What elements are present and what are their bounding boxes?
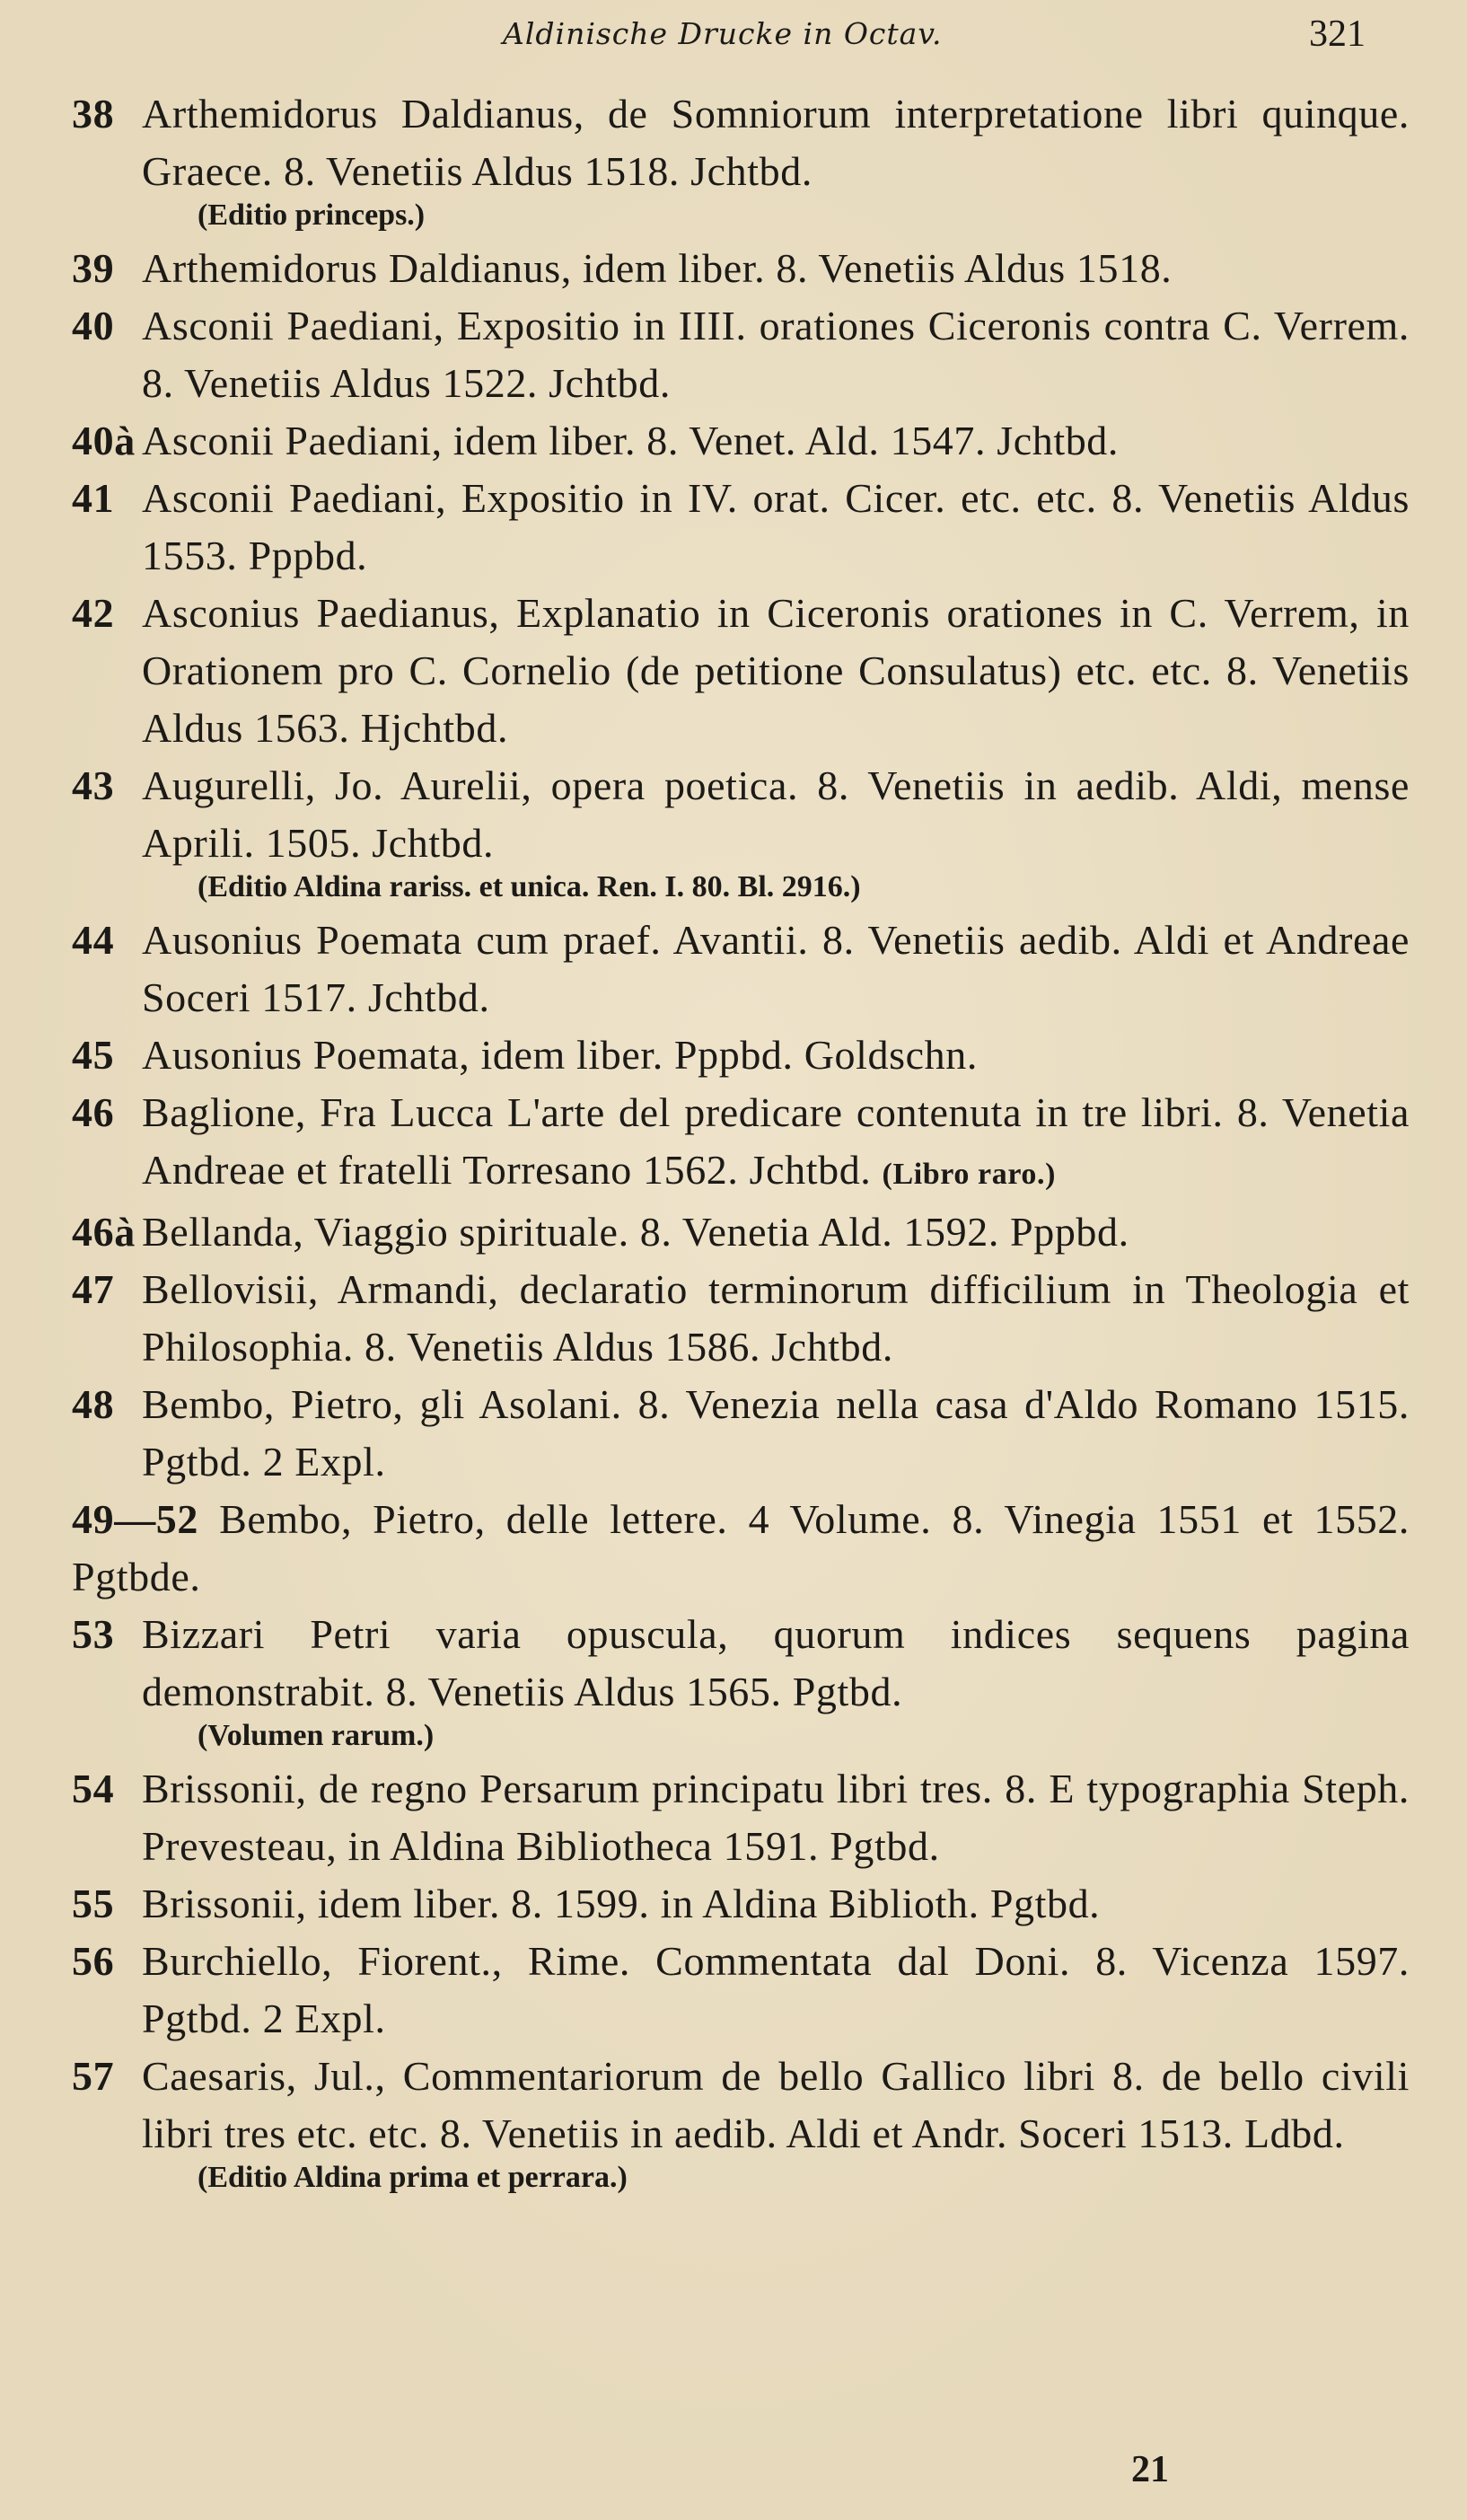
catalog-entry: [72, 240, 1410, 297]
entry-text: Brissonii, idem liber. 8. 1599. in Aldina Biblioth. Pgtbd.: [142, 1881, 1101, 1926]
entry-text: Asconii Paediani, idem liber. 8. Venet. Ald. 1547. Jchtbd.: [142, 418, 1119, 463]
catalog-entries: [72, 85, 1410, 2202]
entry-number: 45: [72, 1032, 115, 1078]
entry-text: Arthemidorus Daldianus, de Somniorum interpretatione libri quinque. Graece. 8. Venetiis Aldus 1518. Jchtbd.: [142, 91, 1410, 194]
catalog-entry: [72, 1027, 1410, 1084]
entry-number: 40à: [72, 418, 136, 463]
catalog-entry: [72, 757, 1410, 872]
entry-text: Brissonii, de regno Persarum principatu libri tres. 8. E typographia Steph. Prevesteau, in Aldina Bibliotheca 1591. Pgtbd.: [142, 1766, 1410, 1869]
entry-note: (Editio Aldina rariss. et unica. Ren. I. 80. Bl. 2916.): [198, 870, 861, 903]
entry-inline-note: (Libro raro.): [882, 1158, 1057, 1191]
entry-text: Ausonius Poemata, idem liber. Pppbd. Goldschn.: [142, 1032, 978, 1078]
entry-number: 47: [72, 1266, 115, 1312]
entry-text: Augurelli, Jo. Aurelii, opera poetica. 8. Venetiis in aedib. Aldi, mense Aprili. 1505. Jchtbd.: [142, 762, 1410, 866]
entry-text: Bembo, Pietro, delle lettere. 4 Volume. 8. Vinegia 1551 et 1552. Pgtbde.: [72, 1496, 1410, 1599]
entry-text: Baglione, Fra Lucca L'arte del predicare contenuta in tre libri. 8. Venetia Andreae et fratelli Torresano 1562. Jchtbd.: [142, 1089, 1410, 1193]
catalog-entry: [72, 585, 1410, 757]
entry-number: 44: [72, 917, 115, 963]
catalog-entry: [72, 1203, 1410, 1261]
entry-note: (Editio princeps.): [198, 198, 426, 232]
running-title: Aldinische Drucke in Octav.: [503, 16, 943, 51]
entry-number: 55: [72, 1881, 115, 1926]
catalog-entry: [72, 1376, 1410, 1491]
entry-number: 46à: [72, 1209, 136, 1255]
entry-note: (Editio Aldina prima et perrara.): [198, 2161, 628, 2194]
catalog-entry: [72, 1261, 1410, 1376]
catalog-entry: [72, 85, 1410, 200]
entry-number: 43: [72, 762, 115, 808]
entry-number: 53: [72, 1611, 115, 1657]
page-number: 321: [1309, 13, 1366, 55]
catalog-entry: [72, 1084, 1410, 1203]
catalog-entry: [72, 1491, 1410, 1606]
entry-number: 46: [72, 1089, 115, 1135]
entry-note: (Volumen rarum.): [198, 1719, 435, 1752]
entry-text: Arthemidorus Daldianus, idem liber. 8. Venetiis Aldus 1518.: [142, 245, 1173, 291]
entry-text: Asconii Paediani, Expositio in IIII. orationes Ciceronis contra C. Verrem. 8. Venetiis Aldus 1522. Jchtbd.: [142, 303, 1410, 406]
entry-text: Bellovisii, Armandi, declaratio terminorum difficilium in Theologia et Philosophia. 8. Venetiis Aldus 1586. Jchtbd.: [142, 1266, 1410, 1370]
catalog-entry: [72, 2048, 1410, 2163]
entry-text: Burchiello, Fiorent., Rime. Commentata dal Doni. 8. Vicenza 1597. Pgtbd. 2 Expl.: [142, 1938, 1410, 2041]
entry-text: Bellanda, Viaggio spirituale. 8. Venetia Ald. 1592. Pppbd.: [142, 1209, 1129, 1255]
entry-number: 42: [72, 590, 115, 636]
entry-text: Asconii Paediani, Expositio in IV. orat. Cicer. etc. etc. 8. Venetiis Aldus 1553. Pppbd.: [142, 475, 1410, 578]
entry-text: Asconius Paedianus, Explanatio in Ciceronis orationes in C. Verrem, in Orationem pro C. Cornelio (de petitione Consulatus) etc. etc. 8. Venetiis Aldus 1563. Hjchtbd.: [142, 590, 1410, 751]
catalog-entry: [72, 1606, 1410, 1721]
catalog-entry: [72, 297, 1410, 412]
entry-text: Caesaris, Jul., Commentariorum de bello Gallico libri 8. de bello civili libri tres etc. etc. 8. Venetiis in aedib. Aldi et Andr. Soceri 1513. Ldbd.: [142, 2053, 1410, 2156]
running-head: [0, 9, 1467, 63]
entry-number: 39: [72, 245, 115, 291]
entry-number: 41: [72, 475, 115, 521]
catalog-entry: [72, 1875, 1410, 1933]
catalog-entry: [72, 412, 1410, 470]
entry-number: 49—52: [72, 1496, 198, 1542]
entry-number: 57: [72, 2053, 115, 2099]
entry-text: Bembo, Pietro, gli Asolani. 8. Venezia nella casa d'Aldo Romano 1515. Pgtbd. 2 Expl.: [142, 1381, 1410, 1485]
catalog-entry: [72, 470, 1410, 585]
entry-number: 56: [72, 1938, 115, 1984]
catalog-entry: [72, 912, 1410, 1027]
signature-mark: 21: [1131, 2449, 1169, 2490]
entry-number: 48: [72, 1381, 115, 1427]
catalog-entry: [72, 1760, 1410, 1875]
entry-text: Ausonius Poemata cum praef. Avantii. 8. Venetiis aedib. Aldi et Andreae Soceri 1517. Jchtbd.: [142, 917, 1410, 1020]
entry-number: 54: [72, 1766, 115, 1811]
entry-text: Bizzari Petri varia opuscula, quorum indices sequens pagina demonstrabit. 8. Venetiis Aldus 1565. Pgtbd.: [142, 1611, 1410, 1714]
entry-number: 38: [72, 91, 115, 137]
entry-number: 40: [72, 303, 115, 348]
catalog-entry: [72, 1933, 1410, 2048]
